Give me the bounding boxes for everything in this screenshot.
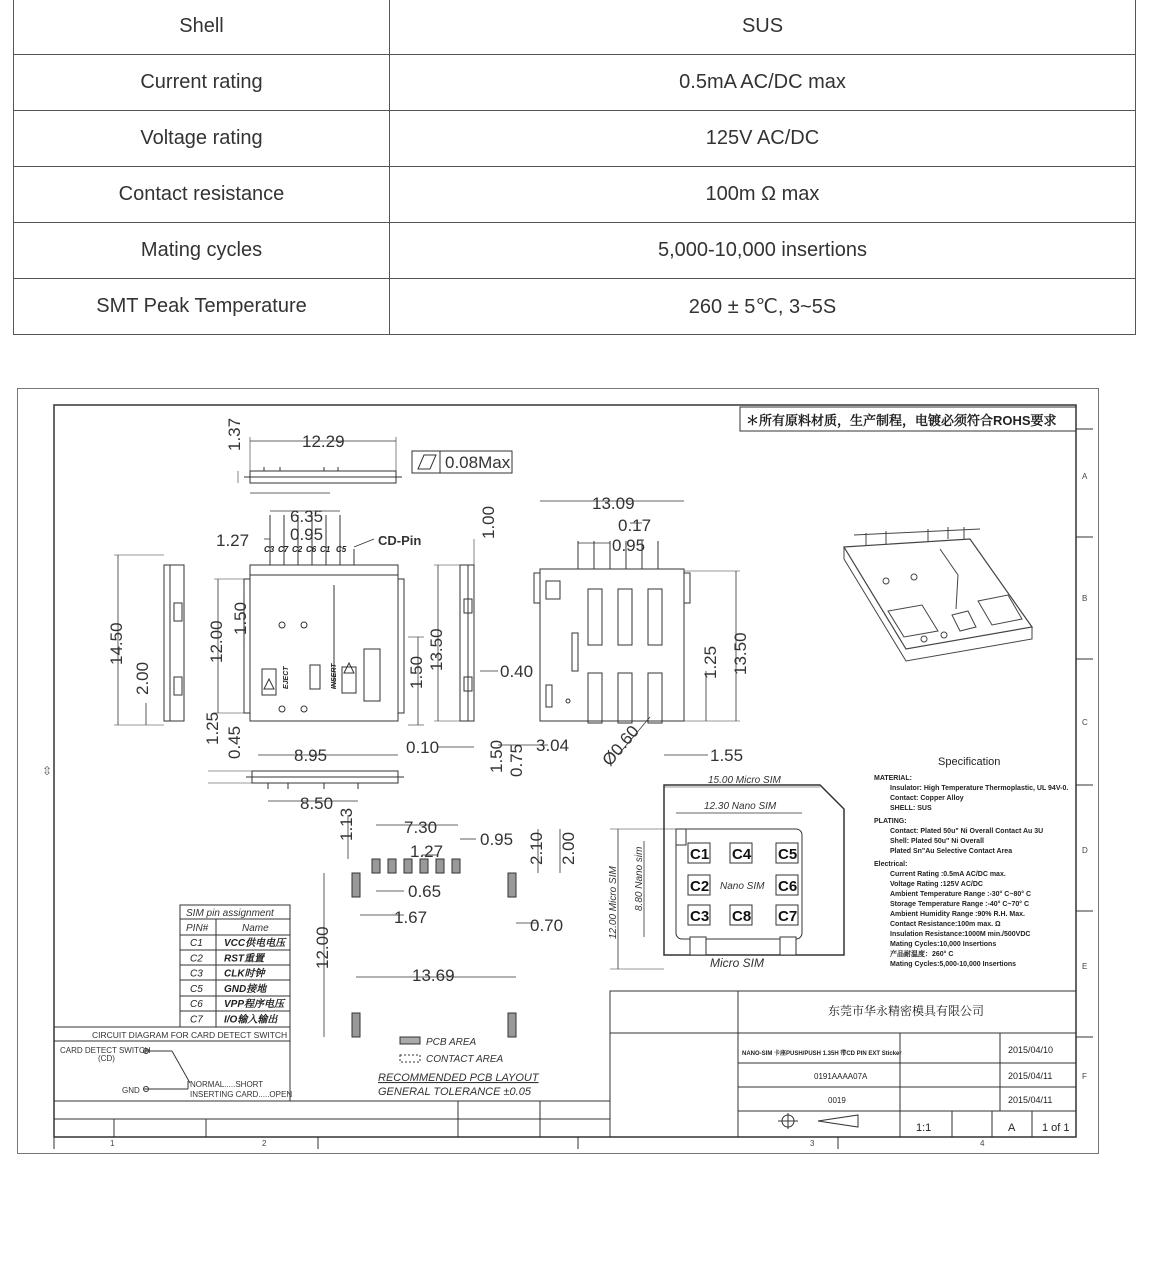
border-letter: F <box>1082 1072 1087 1081</box>
dim-label: 0.95 <box>290 525 324 544</box>
nano-sim-center: Nano SIM <box>720 881 765 892</box>
spec-line: Contact Resistance:100m max. Ω <box>890 921 1001 928</box>
dim-label: 0.65 <box>408 882 442 901</box>
border-letter: D <box>1082 846 1088 855</box>
technical-drawing <box>17 388 1099 1154</box>
border-number: 2 <box>262 1139 267 1148</box>
eject-label: EJECT <box>283 666 290 689</box>
spec-line: Contact: Copper Alloy <box>890 795 964 802</box>
dim-label: 0.95 <box>480 830 514 849</box>
product-no: 0191AAAA07A <box>814 1072 868 1081</box>
border-letter: C <box>1082 718 1088 727</box>
isometric-view <box>844 527 1032 661</box>
date-approved: 2015/04/11 <box>1008 1095 1053 1105</box>
contact-label: C4 <box>732 846 752 863</box>
dim-label: 12.00 <box>207 620 226 663</box>
sim-pin-name: CLK时钟 <box>224 968 265 980</box>
dim-label: 0.70 <box>530 916 564 935</box>
dim-label: 1.50 <box>407 655 426 689</box>
spec-row <box>14 111 1136 167</box>
dim-label: 8.95 <box>294 746 328 765</box>
company-name: 东莞市华永精密模具有限公司 <box>828 1004 985 1018</box>
micro-sim-label: Micro SIM <box>710 956 764 970</box>
dim-label: 13.50 <box>731 632 750 675</box>
spec-value: 125V AC/DC <box>390 111 1136 167</box>
spec-value: SUS <box>390 0 1136 55</box>
spec-line: MATERIAL: <box>874 775 912 782</box>
sim-pin-name: GND接地 <box>224 983 267 995</box>
pin-label: C3 <box>264 545 275 554</box>
insert-label: INSERT <box>331 663 338 689</box>
dim-label: 2.00 <box>133 661 152 695</box>
spec-table <box>13 0 1136 335</box>
spec-row <box>14 55 1136 111</box>
dim-label: 0.40 <box>500 662 534 681</box>
spec-line: Storage Temperature Range :-40° C~70° C <box>890 901 1030 908</box>
spec-row <box>14 0 1136 55</box>
spec-label: Contact resistance <box>14 167 390 223</box>
dim-label: 12.29 <box>302 432 345 451</box>
spec-label: Current rating <box>14 55 390 111</box>
contact-label: C1 <box>690 846 710 863</box>
dim-label: 2.00 <box>559 831 578 865</box>
dim-label: 1.27 <box>410 842 444 861</box>
date-drawn: 2015/04/10 <box>1008 1045 1054 1055</box>
border-letter: B <box>1082 594 1088 603</box>
spec-line: Ambient Humidity Range :90% R.H. Max. <box>890 911 1025 918</box>
product-name: NANO-SIM 卡座PUSH/PUSH 1.35H 带CD PIN EXT Sticker <box>742 1051 902 1057</box>
spec-label: SMT Peak Temperature <box>14 279 390 335</box>
sim-pin-number: C6 <box>190 999 203 1011</box>
dim-label: 7.30 <box>404 818 438 837</box>
micro-sim-width: 15.00 Micro SIM <box>708 775 781 786</box>
dim-label: 1.25 <box>701 645 720 679</box>
normal-short-label: NORMAL.....SHORT <box>190 1080 264 1089</box>
sim-pin-header: PIN# <box>186 923 209 934</box>
spec-line: Mating Cycles:5,000-10,000 Insertions <box>890 961 1017 968</box>
dim-label: 1.55 <box>710 746 744 765</box>
spec-line: Plated Sn"Au Selective Contact Area <box>890 848 1013 855</box>
inserting-open-label: INSERTING CARD.....OPEN <box>190 1090 293 1099</box>
pcb-layout-title: RECOMMENDED PCB LAYOUT <box>378 1072 539 1084</box>
spec-title: Specification <box>938 756 1001 768</box>
spec-value: 5,000-10,000 insertions <box>390 223 1136 279</box>
spec-line: Insulation Resistance:1000M min./500VDC <box>890 931 1031 938</box>
dim-label: 1.50 <box>231 601 250 635</box>
spec-line: SHELL: SUS <box>890 805 932 812</box>
contact-label: C8 <box>732 908 752 925</box>
sim-pin-number: C7 <box>190 1014 203 1026</box>
dim-label: 1.00 <box>479 505 498 539</box>
contact-label: C6 <box>778 878 798 895</box>
dim-label: 13.69 <box>412 966 455 985</box>
pin-label: C6 <box>306 545 317 554</box>
spec-line: Electrical: <box>874 861 908 868</box>
spec-line: 产品耐温度：260° C <box>890 951 954 958</box>
dim-label: 8.50 <box>300 794 334 813</box>
dim-label: 1.50 <box>487 739 506 773</box>
spec-line: Voltage Rating :125V AC/DC <box>890 881 983 888</box>
border-number: 3 <box>810 1139 815 1148</box>
sim-pin-number: C2 <box>190 953 203 965</box>
border-letter: E <box>1082 962 1088 971</box>
tolerance-label: GENERAL TOLERANCE ±0.05 <box>378 1086 531 1098</box>
dim-label: 0.95 <box>612 536 646 555</box>
dim-label: 13.50 <box>427 628 446 671</box>
pin-label: C1 <box>320 545 331 554</box>
spec-row <box>14 167 1136 223</box>
contact-label: C3 <box>690 908 710 925</box>
dim-label: 0.75 <box>507 743 526 777</box>
flatness-label: 0.08Max <box>445 453 511 472</box>
spec-label: Shell <box>14 0 390 55</box>
spec-label: Mating cycles <box>14 223 390 279</box>
dim-label: 0.10 <box>406 738 440 757</box>
contact-label: C7 <box>778 908 798 925</box>
spec-line: Shell: Plated 50u" Ni Overall <box>890 838 984 845</box>
spec-value: 0.5mA AC/DC max <box>390 55 1136 111</box>
date-checked: 2015/04/11 <box>1008 1071 1053 1081</box>
border-number: 4 <box>980 1139 985 1148</box>
nano-sim-width: 12.30 Nano SIM <box>704 801 777 812</box>
spec-line: Mating Cycles:10,000 Insertions <box>890 941 997 948</box>
dim-label: 1.13 <box>337 807 356 841</box>
dim-label: 1.67 <box>394 908 428 927</box>
dim-label: 0.17 <box>618 516 652 535</box>
spec-line: Insulator: High Temperature Thermoplastic, UL 94V-0. <box>890 785 1069 792</box>
border-letter: A <box>1082 472 1088 481</box>
scale-value: 1:1 <box>916 1122 932 1134</box>
spec-value: 260 ± 5℃, 3~5S <box>390 279 1136 335</box>
pin-label: C7 <box>278 545 289 554</box>
spec-row <box>14 279 1136 335</box>
rev-value: A <box>1008 1122 1016 1134</box>
sim-pin-number: C1 <box>190 938 203 949</box>
drawing-no: 0019 <box>828 1096 846 1105</box>
card-detect-label: CARD DETECT SWITCH <box>60 1046 151 1055</box>
border-number: 1 <box>110 1139 115 1148</box>
micro-sim-height: 12.00 Micro SIM <box>608 866 619 939</box>
spec-label: Voltage rating <box>14 111 390 167</box>
page-value: 1 of 1 <box>1042 1122 1070 1134</box>
dim-label: 2.10 <box>527 831 546 865</box>
pcb-area-label: PCB AREA <box>426 1037 477 1048</box>
dim-label: 3.04 <box>536 736 570 755</box>
sim-pin-header: Name <box>242 923 269 934</box>
rohs-note: ＊所有原料材质，生产制程，电镀必须符合ROHS要求 <box>746 413 1057 428</box>
spec-line: Contact: Plated 50u" Ni Overall Contact Au 3U <box>890 828 1044 835</box>
sim-pin-name: I/O输入输出 <box>224 1014 278 1026</box>
spec-line: PLATING: <box>874 818 907 825</box>
dim-label: 1.25 <box>203 711 222 745</box>
spec-row <box>14 223 1136 279</box>
dim-label: 6.35 <box>290 507 324 526</box>
nano-sim-height: 8.80 Nano sim <box>634 846 645 911</box>
sim-pin-name: RST重置 <box>224 953 264 965</box>
dim-label: Ø0.60 <box>598 721 643 770</box>
spec-value: 100m Ω max <box>390 167 1136 223</box>
sim-outline <box>610 785 844 969</box>
spec-line: Current Rating :0.5mA AC/DC max. <box>890 871 1006 878</box>
dim-label: 13.09 <box>592 494 635 513</box>
sim-pin-title: SIM pin assignment <box>186 908 274 919</box>
dim-label: 1.37 <box>225 417 244 451</box>
cd-label: (CD) <box>98 1054 115 1063</box>
dim-label: 1.27 <box>216 531 250 550</box>
svg-text:⇳: ⇳ <box>42 764 53 778</box>
circuit-title: CIRCUIT DIAGRAM FOR CARD DETECT SWITCH <box>92 1030 288 1040</box>
contact-label: C5 <box>778 846 798 863</box>
sim-pin-name: VPP程序电压 <box>224 999 285 1011</box>
sim-pin-name: VCC供电电压 <box>224 938 286 949</box>
contact-area-label: CONTACT AREA <box>426 1054 504 1065</box>
dim-label: 12.00 <box>313 926 332 969</box>
sim-pin-number: C5 <box>190 983 203 995</box>
spec-line: Ambient Temperature Range :-30° C~80° C <box>890 891 1032 898</box>
contact-label: C2 <box>690 878 710 895</box>
dim-label: 0.45 <box>225 725 244 759</box>
pin-label: C2 <box>292 545 303 554</box>
dim-label: 14.50 <box>107 622 126 665</box>
gnd-label: GND <box>122 1086 140 1095</box>
cd-pin-label: CD-Pin <box>378 533 422 548</box>
sim-pin-number: C3 <box>190 968 203 980</box>
pin-label: C5 <box>336 545 347 554</box>
